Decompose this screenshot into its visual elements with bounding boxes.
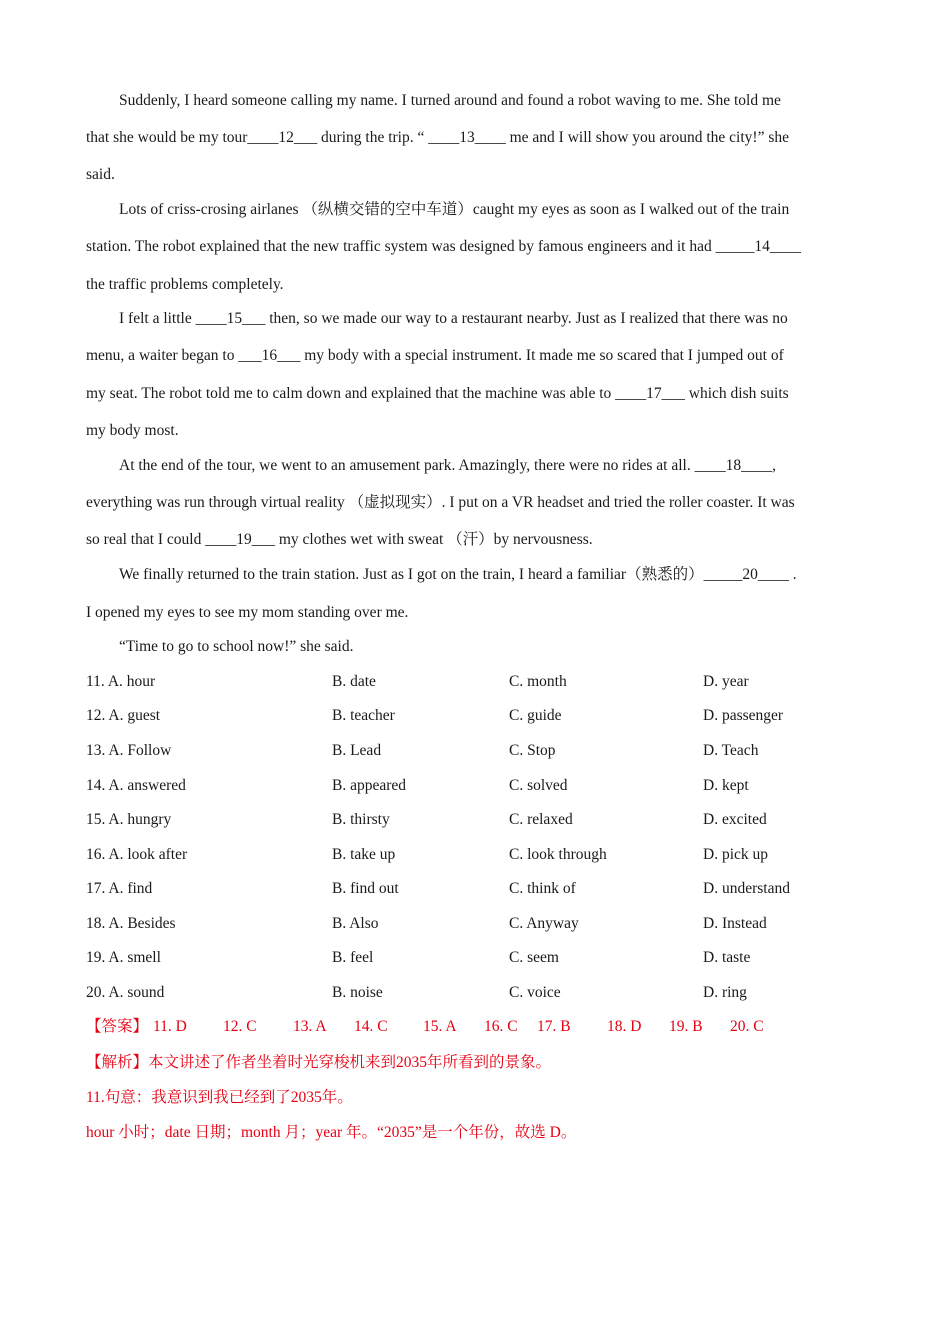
option-d: D. kept [703, 777, 749, 794]
passage-line: “Time to go to school now!” she said. [119, 638, 354, 655]
option-a: 14. A. answered [86, 777, 186, 794]
option-a: 17. A. find [86, 880, 153, 897]
answer-item: 20. C [730, 1018, 764, 1035]
passage-line: so real that I could ____19___ my clothes wet with sweat （汗）by nervousness. [86, 531, 593, 548]
passage-line: menu, a waiter began to ___16___ my body with a special instrument. It made me so scared that I jumped out of [86, 347, 784, 364]
option-b: B. feel [332, 949, 374, 966]
option-b: B. Lead [332, 742, 382, 759]
analysis-q11-meaning: 11.句意：我意识到我已经到了2035年。 [86, 1089, 353, 1106]
passage-line: said. [86, 166, 115, 183]
option-c: C. guide [509, 707, 562, 724]
answer-item: 19. B [669, 1018, 703, 1035]
answer-item: 15. A [423, 1018, 457, 1035]
option-a: 19. A. smell [86, 949, 161, 966]
passage-line: We finally returned to the train station. Just as I got on the train, I heard a familiar（熟悉的）_____20____ . [119, 566, 797, 583]
option-d: D. year [703, 673, 749, 690]
passage-line: station. The robot explained that the new traffic system was designed by famous engineers and it had _____14____ [86, 238, 801, 255]
question-row [86, 672, 886, 692]
question-row [86, 845, 886, 865]
option-c: C. voice [509, 984, 561, 1001]
answer-item: 11. D [153, 1018, 187, 1035]
option-a: 11. A. hour [86, 673, 156, 690]
option-c: C. Anyway [509, 915, 579, 932]
passage-line: that she would be my tour____12___ during the trip. “ ____13____ me and I will show you around the city!” she [86, 129, 789, 146]
passage-line: At the end of the tour, we went to an amusement park. Amazingly, there were no rides at all. ____18____, [119, 457, 776, 474]
option-b: B. teacher [332, 707, 395, 724]
question-row [86, 810, 886, 830]
option-a: 13. A. Follow [86, 742, 172, 759]
option-c: C. month [509, 673, 567, 690]
answer-item: 16. C [484, 1018, 518, 1035]
option-b: B. take up [332, 846, 396, 863]
analysis-q11-reason: hour 小时；date 日期；month 月；year 年。“2035”是一个年份，故选 D。 [86, 1124, 577, 1141]
analysis-summary: 【解析】本文讲述了作者坐着时光穿梭机来到2035年所看到的景象。 [86, 1054, 552, 1071]
passage-line: the traffic problems completely. [86, 276, 284, 293]
option-d: D. taste [703, 949, 751, 966]
passage-line: Lots of criss-crosing airlanes （纵横交错的空中车道）caught my eyes as soon as I walked out of the train [119, 201, 790, 218]
option-d: D. excited [703, 811, 767, 828]
passage-line: everything was run through virtual reality （虚拟现实）. I put on a VR headset and tried the roller coaster. It was [86, 494, 795, 511]
option-d: D. ring [703, 984, 747, 1001]
option-c: C. think of [509, 880, 576, 897]
option-b: B. thirsty [332, 811, 390, 828]
option-c: C. look through [509, 846, 607, 863]
option-d: D. passenger [703, 707, 784, 724]
option-a: 12. A. guest [86, 707, 161, 724]
passage-line: I felt a little ____15___ then, so we made our way to a restaurant nearby. Just as I realized that there was no [119, 310, 788, 327]
option-a: 15. A. hungry [86, 811, 172, 828]
answer-item: 13. A [293, 1018, 327, 1035]
question-row [86, 948, 886, 968]
question-row [86, 741, 886, 761]
answer-item: 14. C [354, 1018, 388, 1035]
option-a: 20. A. sound [86, 984, 165, 1001]
question-row [86, 776, 886, 796]
option-b: B. date [332, 673, 376, 690]
answer-item: 18. D [607, 1018, 642, 1035]
option-b: B. noise [332, 984, 383, 1001]
passage-line: my body most. [86, 422, 179, 439]
answer-item: 12. C [223, 1018, 257, 1035]
option-b: B. find out [332, 880, 399, 897]
option-d: D. Teach [703, 742, 759, 759]
answer-item: 17. B [537, 1018, 571, 1035]
option-c: C. solved [509, 777, 568, 794]
question-row [86, 914, 886, 934]
option-a: 18. A. Besides [86, 915, 176, 932]
answer-key [86, 1017, 886, 1037]
option-c: C. seem [509, 949, 559, 966]
option-d: D. pick up [703, 846, 769, 863]
question-row [86, 983, 886, 1003]
option-c: C. Stop [509, 742, 556, 759]
option-b: B. Also [332, 915, 379, 932]
option-a: 16. A. look after [86, 846, 188, 863]
question-row [86, 879, 886, 899]
option-c: C. relaxed [509, 811, 573, 828]
option-d: D. Instead [703, 915, 767, 932]
passage-line: Suddenly, I heard someone calling my name. I turned around and found a robot waving to me. She told me [119, 92, 781, 109]
answer-label: 【答案】 [86, 1018, 149, 1035]
passage-line: my seat. The robot told me to calm down and explained that the machine was able to ____17___ which dish suits [86, 385, 789, 402]
option-d: D. understand [703, 880, 790, 897]
passage-line: I opened my eyes to see my mom standing over me. [86, 604, 409, 621]
option-b: B. appeared [332, 777, 407, 794]
question-row [86, 706, 886, 726]
